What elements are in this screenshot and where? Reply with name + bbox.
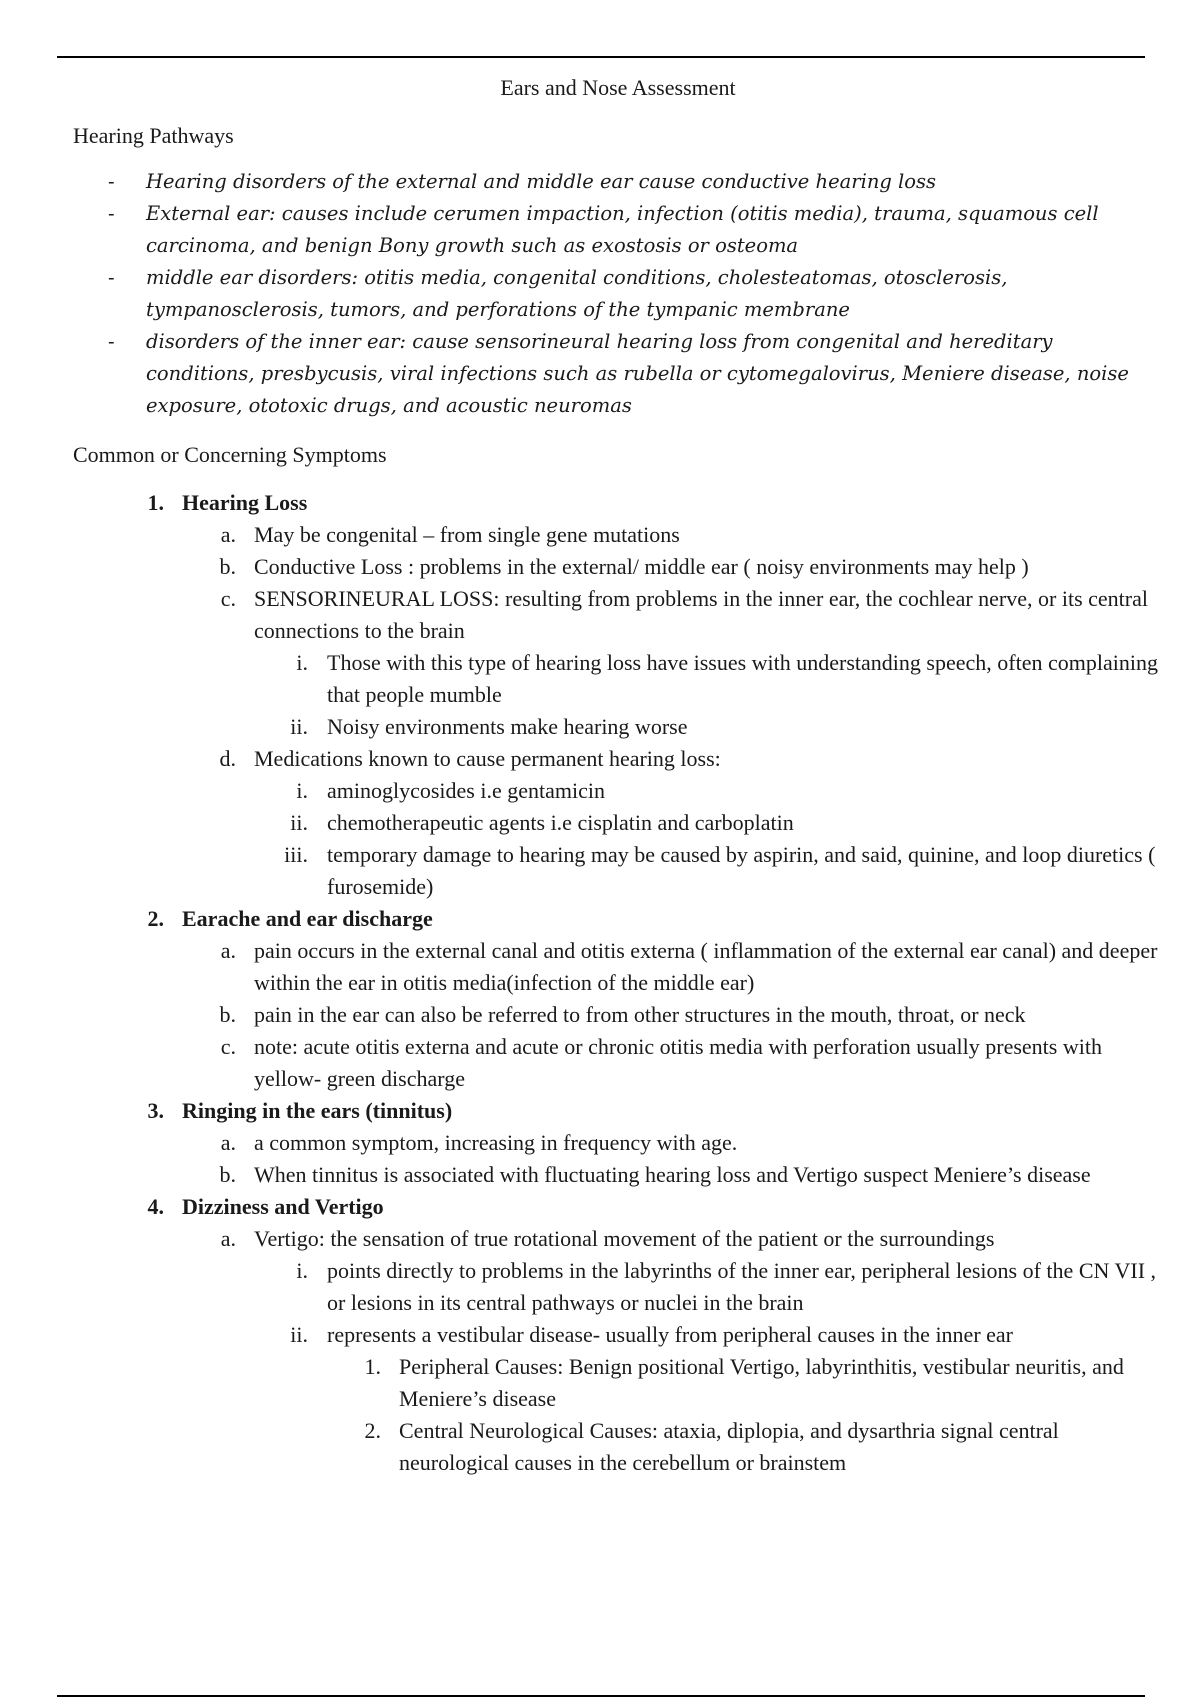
outline-text: aminoglycosides i.e gentamicin: [327, 778, 605, 803]
outline-item: [0, 1255, 1200, 1319]
outline-item: [0, 519, 1200, 551]
outline-marker: d.: [219, 746, 236, 771]
outline-text: Earache and ear discharge: [182, 906, 433, 931]
hearing-pathways-list: [0, 166, 1200, 422]
section-heading-symptoms: Common or Concerning Symptoms: [73, 442, 387, 467]
list-item: [0, 326, 1200, 422]
outline-text: Noisy environments make hearing worse: [327, 714, 688, 739]
outline-marker: a.: [220, 938, 236, 963]
outline-item: [0, 1223, 1200, 1255]
outline-text: temporary damage to hearing may be caused by aspirin, and said, quinine, and loop diuretics ( furosemide): [327, 842, 1156, 899]
bullet-text: Hearing disorders of the external and middle ear cause conductive hearing loss: [146, 170, 937, 193]
outline-item: [0, 999, 1200, 1031]
outline-text: note: acute otitis externa and acute or chronic otitis media with perforation usually presents with yellow- green discharge: [254, 1034, 1102, 1091]
outline-marker: i.: [296, 778, 308, 803]
outline-marker: c.: [220, 1034, 236, 1059]
outline-marker: iii.: [284, 842, 308, 867]
outline-marker: b.: [219, 554, 236, 579]
outline-text: Central Neurological Causes: ataxia, diplopia, and dysarthria signal central neurological causes in the cerebellum or brainstem: [399, 1418, 1059, 1475]
outline-item: [0, 551, 1200, 583]
outline-item: [0, 1319, 1200, 1351]
outline-text: pain in the ear can also be referred to from other structures in the mouth, throat, or neck: [254, 1002, 1026, 1027]
outline-text: Medications known to cause permanent hearing loss:: [254, 746, 721, 771]
outline-item: [0, 1031, 1200, 1095]
outline-marker: b.: [219, 1002, 236, 1027]
outline-item: [0, 583, 1200, 647]
list-item: [0, 198, 1200, 262]
bottom-rule: [57, 1695, 1145, 1697]
outline-text: May be congenital – from single gene mutations: [254, 522, 680, 547]
outline-text: When tinnitus is associated with fluctuating hearing loss and Vertigo suspect Meniere’s disease: [254, 1162, 1091, 1187]
bullet-text: External ear: causes include cerumen impaction, infection (otitis media), trauma, squamous cell carcinoma, and benign Bony growth such as exostosis or osteoma: [146, 202, 1099, 257]
outline-marker: 3.: [147, 1098, 164, 1123]
outline-marker: a.: [220, 1226, 236, 1251]
outline-item: [0, 903, 1200, 935]
outline-item: [0, 1415, 1200, 1479]
outline-marker: ii.: [290, 714, 308, 739]
bullet-text: middle ear disorders: otitis media, congenital conditions, cholesteatomas, otosclerosis, tympanosclerosis, tumors, and perforations of the tympanic membrane: [146, 266, 1008, 321]
outline-marker: ii.: [290, 1322, 308, 1347]
outline-text: Hearing Loss: [182, 490, 308, 515]
outline-marker: i.: [296, 1258, 308, 1283]
outline-text: Ringing in the ears (tinnitus): [182, 1098, 453, 1123]
outline-marker: a.: [220, 1130, 236, 1155]
outline-item: [0, 1159, 1200, 1191]
outline-marker: ii.: [290, 810, 308, 835]
outline-item: [0, 1191, 1200, 1223]
outline-item: [0, 935, 1200, 999]
document-title: Ears and Nose Assessment: [500, 75, 736, 100]
outline-marker: a.: [220, 522, 236, 547]
list-item: [0, 262, 1200, 326]
outline-item: [0, 1095, 1200, 1127]
outline-marker: b.: [219, 1162, 236, 1187]
outline-text: SENSORINEURAL LOSS: resulting from problems in the inner ear, the cochlear nerve, or its central connections to the brain: [254, 586, 1148, 643]
outline-text: points directly to problems in the labyrinths of the inner ear, peripheral lesions of the CN VII , or lesions in its central pathways or nuclei in the brain: [327, 1258, 1157, 1315]
outline-text: Dizziness and Vertigo: [182, 1194, 384, 1219]
outline-item: [0, 1127, 1200, 1159]
outline-item: [0, 743, 1200, 775]
bullet-text: disorders of the inner ear: cause sensorineural hearing loss from congenital and hereditary conditions, presbycusis, viral infections such as rubella or cytomegalovirus, Meniere disease, noise exposure, ototoxic drugs, and acoustic neuromas: [146, 330, 1129, 417]
outline-item: [0, 487, 1200, 519]
outline-marker: 4.: [147, 1194, 164, 1219]
outline-text: chemotherapeutic agents i.e cisplatin and carboplatin: [327, 810, 794, 835]
list-item: [0, 166, 1200, 198]
outline-text: Vertigo: the sensation of true rotational movement of the patient or the surroundings: [254, 1226, 995, 1251]
outline-text: represents a vestibular disease- usually from peripheral causes in the inner ear: [327, 1322, 1014, 1347]
bullet-dash: -: [108, 330, 115, 353]
outline-marker: 2.: [147, 906, 164, 931]
outline-marker: 2.: [364, 1418, 381, 1443]
outline-item: [0, 1351, 1200, 1415]
outline-text: Peripheral Causes: Benign positional Vertigo, labyrinthitis, vestibular neuritis, and Meniere’s disease: [399, 1354, 1124, 1411]
symptoms-outline: [0, 487, 1200, 1479]
outline-text: Those with this type of hearing loss have issues with understanding speech, often complaining that people mumble: [327, 650, 1158, 707]
outline-marker: 1.: [364, 1354, 381, 1379]
outline-item: [0, 807, 1200, 839]
outline-marker: c.: [220, 586, 236, 611]
section-heading-hearing-pathways: Hearing Pathways: [73, 123, 234, 148]
outline-text: Conductive Loss : problems in the external/ middle ear ( noisy environments may help ): [254, 554, 1029, 579]
outline-item: [0, 647, 1200, 711]
outline-item: [0, 839, 1200, 903]
outline-marker: i.: [296, 650, 308, 675]
outline-text: pain occurs in the external canal and otitis externa ( inflammation of the external ear canal) and deeper within the ear in otitis media(infection of the middle ear): [254, 938, 1158, 995]
bullet-dash: -: [108, 170, 115, 193]
bullet-dash: -: [108, 202, 115, 225]
outline-marker: 1.: [147, 490, 164, 515]
outline-item: [0, 775, 1200, 807]
outline-text: a common symptom, increasing in frequency with age.: [254, 1130, 738, 1155]
bullet-dash: -: [108, 266, 115, 289]
outline-item: [0, 711, 1200, 743]
top-rule: [57, 56, 1145, 58]
